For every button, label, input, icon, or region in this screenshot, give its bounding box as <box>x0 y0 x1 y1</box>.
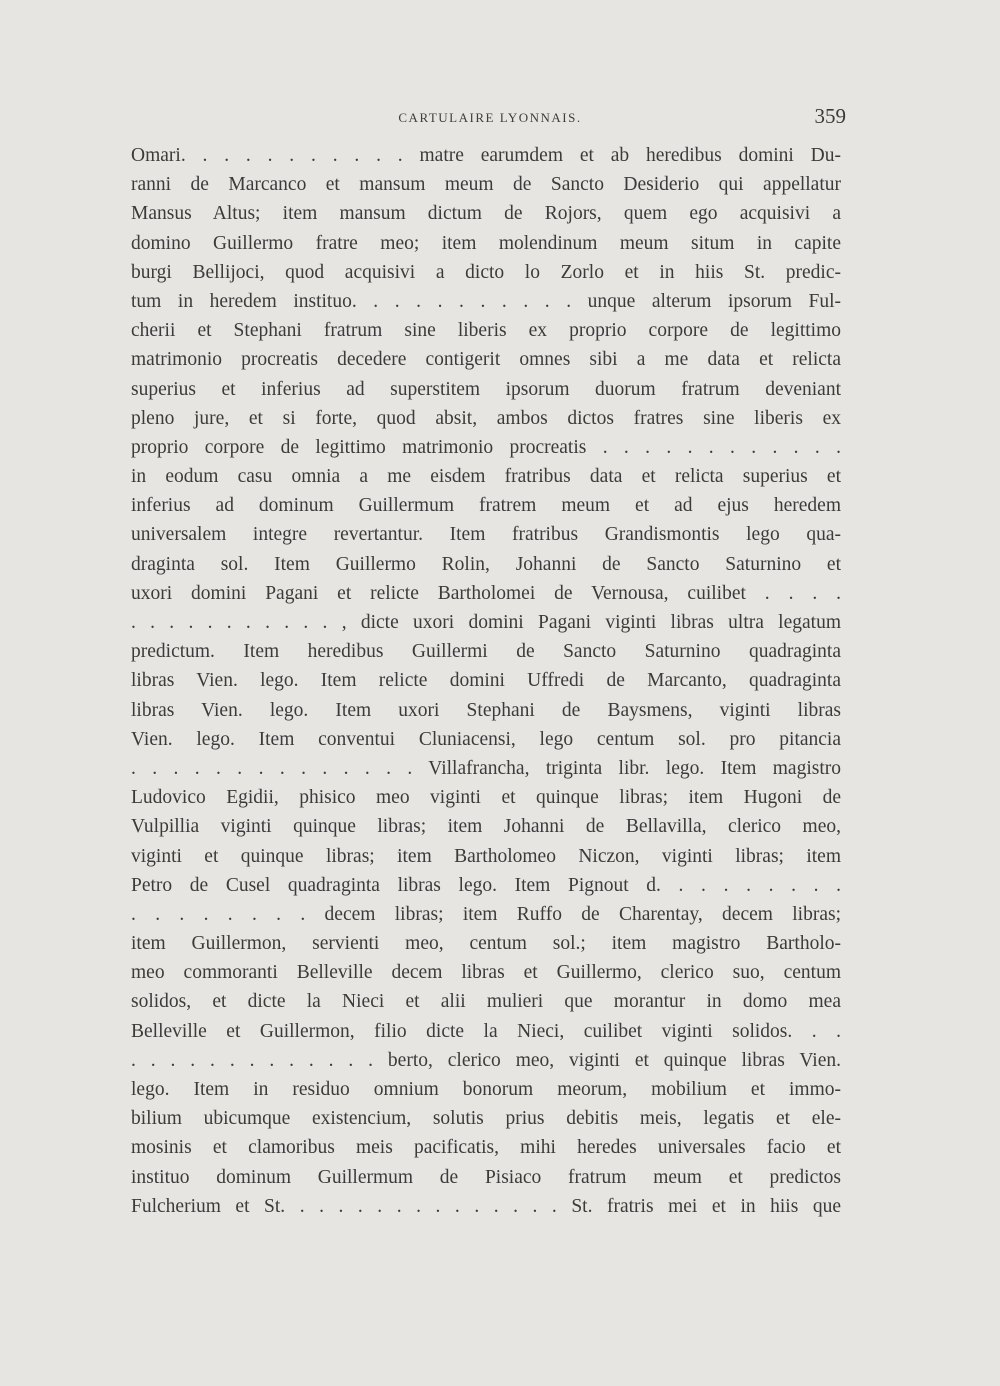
text-line: Vulpillia viginti quinque libras; item Johanni de Bellavilla, clerico meo, <box>131 816 841 838</box>
text-line: Ludovico Egidii, phisico meo viginti et quinque libras; item Hugoni de <box>131 787 841 809</box>
text-line: libras Vien. lego. Item relicte domini Uffredi de Marcanto, quadraginta <box>131 670 841 692</box>
text-line: Petro de Cusel quadraginta libras lego. Item Pignout d. . . . . . . . . <box>131 874 841 896</box>
text-line: . . . . . . . . . . . . . . Villafrancha, triginta libr. lego. Item magistro <box>131 757 841 779</box>
text-line: predictum. Item heredibus Guillermi de Sancto Saturnino quadraginta <box>131 641 841 663</box>
text-line: libras Vien. lego. Item uxori Stephani de Baysmens, viginti libras <box>131 699 841 721</box>
text-line: uxori domini Pagani et relicte Bartholomei de Vernousa, cuilibet . . . . <box>131 582 841 604</box>
text-line: pleno jure, et si forte, quod absit, ambos dictos fratres sine liberis ex <box>131 407 841 429</box>
text-line: Vien. lego. Item conventui Cluniacensi, lego centum sol. pro pitancia <box>131 728 841 750</box>
page-header <box>130 104 850 140</box>
text-line: draginta sol. Item Guillermo Rolin, Johanni de Sancto Saturnino et <box>131 553 841 575</box>
text-line: ranni de Marcanco et mansum meum de Sancto Desiderio qui appellatur <box>131 174 841 196</box>
text-line: in eodum casu omnia a me eisdem fratribus data et relicta superius et <box>131 466 841 488</box>
text-line: cherii et Stephani fratrum sine liberis ex proprio corpore de legittimo <box>131 320 841 342</box>
page-number: 359 <box>814 104 846 128</box>
text-line: Omari. . . . . . . . . . . matre earumdem et ab heredibus domini Du- <box>131 145 841 166</box>
text-line: tum in heredem instituo. . . . . . . . . . . unque alterum ipsorum Ful- <box>131 290 841 312</box>
running-title: CARTULAIRE LYONNAIS. <box>398 110 582 125</box>
body-text <box>131 141 841 1221</box>
text-line: instituo dominum Guillermum de Pisiaco fratrum meum et predictos <box>131 1166 841 1188</box>
text-line: Fulcherium et St. . . . . . . . . . . . . . . St. fratris mei et in hiis que <box>131 1195 841 1217</box>
text-line: item Guillermon, servienti meo, centum sol.; item magistro Bartholo- <box>131 933 841 955</box>
text-line: superius et inferius ad superstitem ipsorum duorum fratrum deveniant <box>131 378 841 400</box>
text-line: Belleville et Guillermon, filio dicte la Nieci, cuilibet viginti solidos. . . <box>131 1020 841 1042</box>
text-line: . . . . . . . . . . . . . berto, clerico meo, viginti et quinque libras Vien. <box>131 1049 841 1071</box>
text-line: matrimonio procreatis decedere contigerit omnes sibi a me data et relicta <box>131 349 841 371</box>
text-line: . . . . . . . . decem libras; item Ruffo de Charentay, decem libras; <box>131 903 841 925</box>
text-line: viginti et quinque libras; item Bartholomeo Niczon, viginti libras; item <box>131 845 841 867</box>
text-line: solidos, et dicte la Nieci et alii mulieri que morantur in domo mea <box>131 991 841 1013</box>
text-line: meo commoranti Belleville decem libras et Guillermo, clerico suo, centum <box>131 962 841 984</box>
text-line: Mansus Altus; item mansum dictum de Rojors, quem ego acquisivi a <box>131 203 841 225</box>
text-line: lego. Item in residuo omnium bonorum meorum, mobilium et immo- <box>131 1079 841 1100</box>
text-line: burgi Bellijoci, quod acquisivi a dicto lo Zorlo et in hiis St. predic- <box>131 261 841 283</box>
text-line: bilium ubicumque existencium, solutis prius debitis meis, legatis et ele- <box>131 1108 841 1130</box>
text-line: . . . . . . . . . . . , dicte uxori domini Pagani viginti libras ultra legatum <box>131 612 841 633</box>
text-line: domino Guillermo fratre meo; item molendinum meum situm in capite <box>131 232 841 254</box>
text-line: proprio corpore de legittimo matrimonio procreatis . . . . . . . . . . . . <box>131 436 841 458</box>
text-line: universalem integre revertantur. Item fratribus Grandismontis lego qua- <box>131 524 841 546</box>
text-line: mosinis et clamoribus meis pacificatis, mihi heredes universales facio et <box>131 1137 841 1159</box>
text-line: inferius ad dominum Guillermum fratrem meum et ad ejus heredem <box>131 495 841 517</box>
